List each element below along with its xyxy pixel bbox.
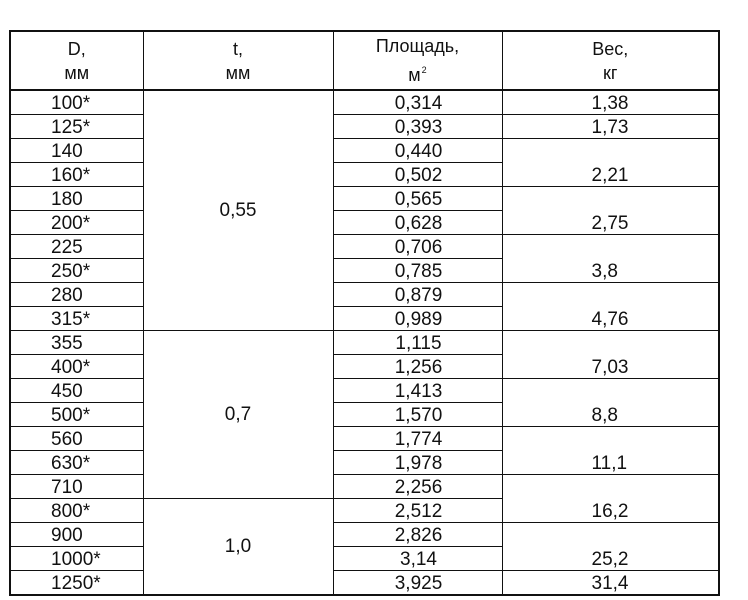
- header-diameter: [10, 31, 143, 90]
- area-cell: 0,502: [333, 163, 502, 187]
- diameter-cell: 160*: [10, 163, 143, 187]
- table-row: [10, 499, 719, 523]
- table-row: [10, 211, 719, 235]
- diameter-cell: 125*: [10, 115, 143, 139]
- table-row: [10, 379, 719, 403]
- area-cell: 0,879: [333, 283, 502, 307]
- table-row: [10, 547, 719, 571]
- area-cell: 2,826: [333, 523, 502, 547]
- diameter-cell: 900: [10, 523, 143, 547]
- area-cell: 0,393: [333, 115, 502, 139]
- area-cell: 2,512: [333, 499, 502, 523]
- area-cell: 1,570: [333, 403, 502, 427]
- area-cell: 3,925: [333, 571, 502, 596]
- table-row: [10, 163, 719, 187]
- header-weight: [502, 31, 719, 90]
- area-cell: 2,256: [333, 475, 502, 499]
- header-thickness-label: t,: [232, 38, 243, 59]
- weight-cell: 25,2: [502, 547, 719, 571]
- area-cell: 1,978: [333, 451, 502, 475]
- header-area-unit: м: [408, 65, 421, 85]
- table-row: [10, 403, 719, 427]
- header-row: [10, 31, 719, 90]
- diameter-cell: 180: [10, 187, 143, 211]
- thickness-cell: 0,55: [143, 90, 333, 331]
- area-cell: 0,314: [333, 90, 502, 115]
- area-cell: 0,565: [333, 187, 502, 211]
- weight-cell: 7,03: [502, 355, 719, 379]
- table-row: [10, 259, 719, 283]
- diameter-cell: 315*: [10, 307, 143, 331]
- diameter-cell: 225: [10, 235, 143, 259]
- diameter-cell: 630*: [10, 451, 143, 475]
- weight-cell: [502, 523, 719, 547]
- weight-cell: 16,2: [502, 499, 719, 523]
- weight-cell: 4,76: [502, 307, 719, 331]
- header-area: [333, 31, 502, 90]
- weight-cell: [502, 235, 719, 259]
- weight-cell: 31,4: [502, 571, 719, 596]
- diameter-cell: 500*: [10, 403, 143, 427]
- weight-cell: 2,75: [502, 211, 719, 235]
- diameter-cell: 710: [10, 475, 143, 499]
- table-row: [10, 331, 719, 355]
- header-thickness-unit: мм: [225, 62, 251, 83]
- weight-cell: 1,38: [502, 90, 719, 115]
- weight-cell: [502, 427, 719, 451]
- table-row: [10, 307, 719, 331]
- area-cell: 1,413: [333, 379, 502, 403]
- header-weight-label: Вес,: [592, 38, 629, 59]
- diameter-cell: 1000*: [10, 547, 143, 571]
- diameter-cell: 100*: [10, 90, 143, 115]
- area-cell: 1,774: [333, 427, 502, 451]
- table-header: [10, 31, 719, 90]
- table-row: [10, 283, 719, 307]
- diameter-cell: 355: [10, 331, 143, 355]
- weight-cell: [502, 475, 719, 499]
- header-area-unit-line: [334, 58, 502, 87]
- weight-cell: 3,8: [502, 259, 719, 283]
- table-row: [10, 355, 719, 379]
- weight-cell: [502, 331, 719, 355]
- weight-cell: 8,8: [502, 403, 719, 427]
- diameter-cell: 140: [10, 139, 143, 163]
- table-row: [10, 235, 719, 259]
- table-row: [10, 451, 719, 475]
- diameter-cell: 560: [10, 427, 143, 451]
- header-area-unit-sup: 2: [421, 65, 427, 75]
- header-diameter-unit: мм: [64, 62, 90, 83]
- weight-cell: [502, 187, 719, 211]
- weight-cell: 1,73: [502, 115, 719, 139]
- table-row: [10, 475, 719, 499]
- table-row: [10, 571, 719, 596]
- table-row: [10, 139, 719, 163]
- diameter-cell: 400*: [10, 355, 143, 379]
- header-area-label: Площадь,: [375, 36, 460, 56]
- diameter-cell: 450: [10, 379, 143, 403]
- thickness-cell: 1,0: [143, 499, 333, 596]
- table-row: [10, 115, 719, 139]
- header-weight-unit: кг: [603, 62, 618, 83]
- table-row: [10, 187, 719, 211]
- area-cell: 0,989: [333, 307, 502, 331]
- diameter-cell: 280: [10, 283, 143, 307]
- table-body: [10, 90, 719, 595]
- weight-cell: [502, 139, 719, 163]
- weight-cell: 11,1: [502, 451, 719, 475]
- duct-specs-table: [9, 30, 720, 596]
- table-row: [10, 90, 719, 115]
- area-cell: 3,14: [333, 547, 502, 571]
- area-cell: 0,628: [333, 211, 502, 235]
- area-cell: 0,706: [333, 235, 502, 259]
- area-cell: 1,256: [333, 355, 502, 379]
- diameter-cell: 800*: [10, 499, 143, 523]
- area-cell: 0,785: [333, 259, 502, 283]
- area-cell: 0,440: [333, 139, 502, 163]
- diameter-cell: 1250*: [51, 573, 101, 594]
- thickness-cell: 0,7: [143, 331, 333, 499]
- weight-cell: [502, 379, 719, 403]
- table-row: [10, 523, 719, 547]
- area-cell: 1,115: [333, 331, 502, 355]
- weight-cell: 2,21: [502, 163, 719, 187]
- diameter-cell: 250*: [10, 259, 143, 283]
- header-thickness: [143, 31, 333, 90]
- diameter-cell: 200*: [10, 211, 143, 235]
- header-diameter-label: D,: [67, 38, 86, 59]
- table-row: [10, 427, 719, 451]
- weight-cell: [502, 283, 719, 307]
